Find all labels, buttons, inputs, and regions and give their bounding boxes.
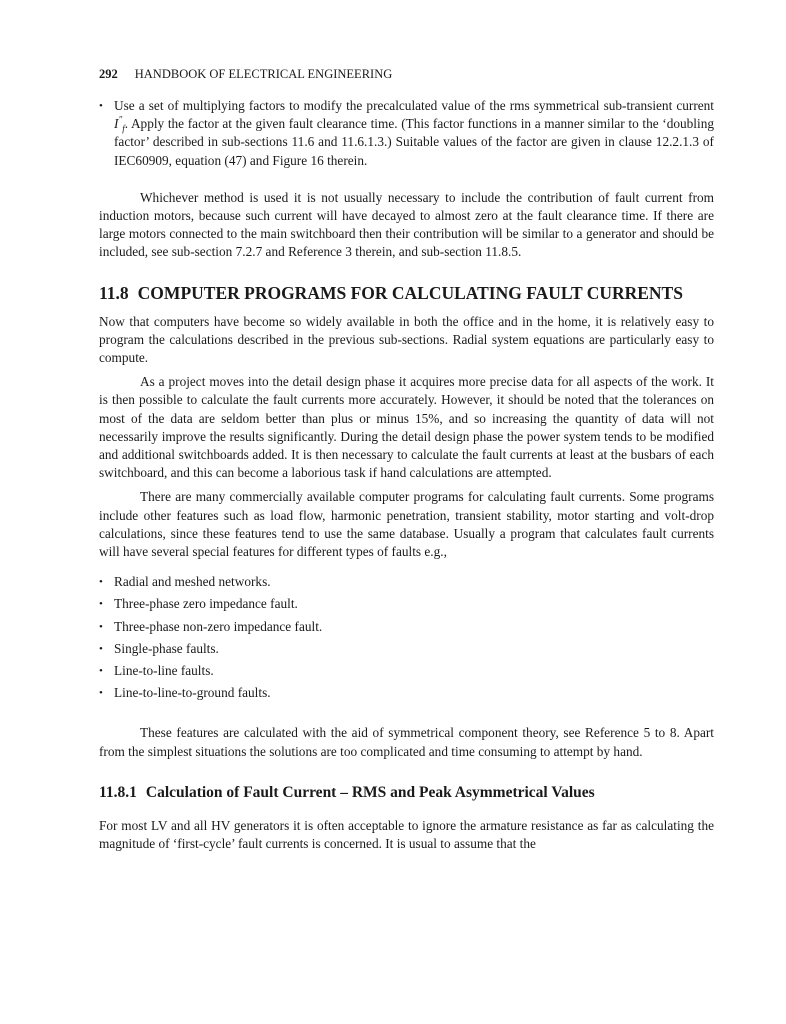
running-header	[99, 66, 714, 82]
symbol-subscript: f	[122, 123, 125, 134]
list-item	[99, 97, 714, 170]
list-item	[99, 595, 714, 613]
feature-text: Line-to-line faults.	[114, 663, 214, 679]
symbol-current	[114, 114, 125, 134]
feature-list	[99, 573, 714, 702]
running-title: HANDBOOK OF ELECTRICAL ENGINEERING	[134, 67, 393, 81]
list-item	[99, 684, 714, 702]
feature-text: Line-to-line-to-ground faults.	[114, 685, 271, 701]
subsection-number: 11.8.1	[99, 783, 137, 801]
feature-text: Three-phase non-zero impedance fault.	[114, 618, 323, 634]
list-item	[99, 662, 714, 680]
bullet-icon: •	[99, 687, 103, 700]
section-heading-11-8	[99, 282, 714, 304]
bullet-icon: •	[99, 598, 103, 611]
symbol-superscript: ″	[118, 114, 123, 125]
symbol-letter: I	[114, 116, 119, 132]
page-content	[99, 66, 714, 853]
paragraph-11-8-4: These features are calculated with the aid of symmetrical component theory, see Reference 5 to 8. Apart from the simplest situations the solutions are too complicated and time consuming to attempt by hand.	[99, 725, 714, 759]
subsection-heading-11-8-1	[99, 783, 714, 803]
section-title: COMPUTER PROGRAMS FOR CALCULATING FAULT CURRENTS	[137, 282, 683, 303]
paragraph-11-8-3: There are many commercially available computer programs for calculating fault currents. Some programs include other features such as load flow, harmonic penetration, transient stability, motor starting and volt-drop calculations, since these features tend to use the same database. Usually a program that calculates fault currents will have several special features for different types of faults e.g.,	[99, 489, 714, 560]
paragraph-motors: Whichever method is used it is not usually necessary to include the contribution of fault current from induction motors, because such current will have decayed to almost zero at the fault clearance time. If there are large motors connected to the main switchboard then their contribution will be similar to a generator and should be included, see sub-section 7.2.7 and Reference 3 therein, and sub-section 11.8.5.	[99, 189, 714, 260]
paragraph-11-8-2: As a project moves into the detail design phase it acquires more precise data for all aspects of the work. It is then possible to calculate the fault currents more accurately. However, it should be noted that the tolerances on most of the data are seldom better than plus or minus 15%, and so increasing the quantity of data will not necessarily improve the results significantly. During the detail design phase the power system tends to be modified and additional switchboards added. It is then necessary to calculate the fault currents at least at the busbars of each switchboard, and this can become a laborious task if hand calculations are attempted.	[99, 374, 714, 481]
list-item	[99, 618, 714, 636]
bullet-icon: •	[99, 620, 103, 633]
list-item	[99, 573, 714, 591]
feature-text: Single-phase faults.	[114, 640, 219, 656]
bullet-icon: •	[99, 576, 103, 589]
subsection-title: Calculation of Fault Current – RMS and Peak Asymmetrical Values	[145, 783, 595, 801]
bullet-icon: •	[99, 642, 103, 655]
bullet-icon: •	[99, 665, 103, 678]
section-number: 11.8	[99, 282, 129, 303]
bullet-icon: •	[99, 100, 103, 112]
page-number: 292	[99, 67, 118, 81]
paragraph-11-8-1: Now that computers have become so widely available in both the office and in the home, it is relatively easy to program the calculations described in the previous sub-sections. Radial system equations are particularly easy to compute.	[99, 313, 714, 366]
list-item	[99, 640, 714, 658]
paragraph-11-8-1-1: For most LV and all HV generators it is often acceptable to ignore the armature resistance as far as calculating the magnitude of ‘first-cycle’ fault currents is concerned. It is usual to assume that the	[99, 817, 714, 852]
intro-bullet-text-1: Use a set of multiplying factors to modify the precalculated value of the rms symmetrical sub-transient current	[114, 98, 714, 113]
intro-bullet-list	[99, 97, 714, 170]
intro-bullet-text-2: . Apply the factor at the given fault clearance time. (This factor functions in a manner similar to the ‘doubling factor’ described in sub-sections 11.6 and 11.6.1.3.) Suitable values of the factor are given in clause 12.2.1.3 of IEC60909, equation (47) and Figure 16 therein.	[114, 116, 714, 168]
feature-text: Three-phase zero impedance fault.	[114, 596, 298, 612]
feature-text: Radial and meshed networks.	[114, 574, 271, 590]
